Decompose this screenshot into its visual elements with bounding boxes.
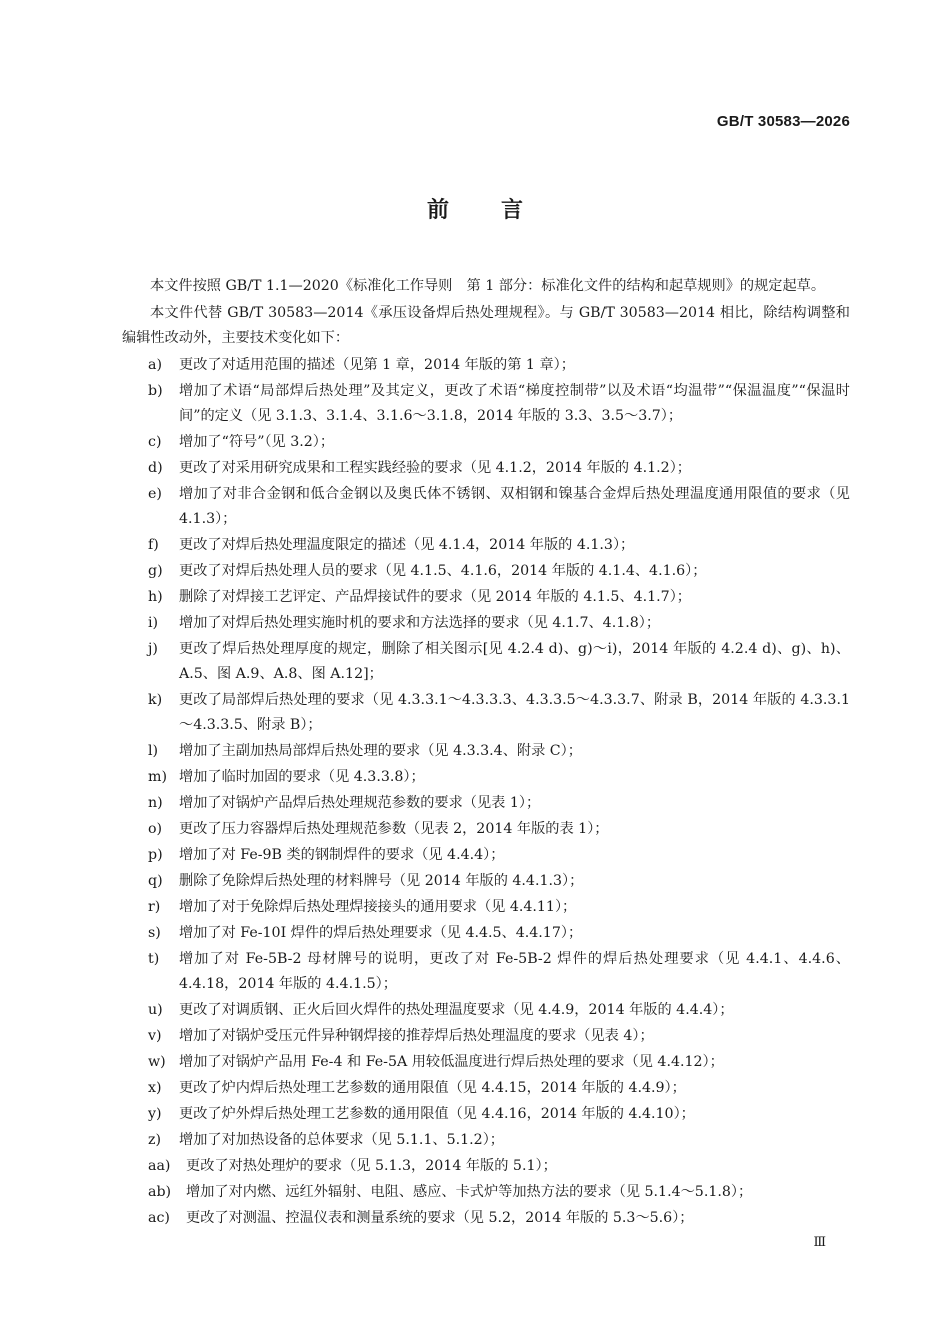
standard-code: GB/T 30583—2026: [716, 113, 850, 130]
change-item: [122, 688, 850, 738]
change-item-text: 更改了对测温、控温仪表和测量系统的要求（见 5.2，2014 年版的 5.3～5.6）；: [186, 1210, 694, 1226]
change-item-label: h): [148, 589, 163, 605]
change-item-label: z): [148, 1132, 162, 1148]
change-item: [122, 739, 850, 764]
change-item: [122, 1206, 850, 1231]
change-item-text: 增加了对锅炉受压元件异种钢焊接的推荐焊后热处理温度的要求（见表 4）；: [179, 1028, 654, 1044]
change-item-label: ab): [148, 1184, 172, 1200]
intro-paragraph-1: 本文件按照 GB/T 1.1—2020《标准化工作导则 第 1 部分：标准化文件的结构和起草规则》的规定起草。: [150, 278, 826, 294]
change-item-label: g): [148, 563, 163, 579]
change-item-text: 增加了“符号”（见 3.2）；: [179, 434, 335, 450]
change-item: [122, 1024, 850, 1049]
change-item-label: k): [148, 692, 163, 708]
change-item: [122, 585, 850, 610]
change-item-label: n): [148, 795, 163, 811]
change-item-text: 增加了对内燃、远红外辐射、电阻、感应、卡式炉等加热方法的要求（见 5.1.4～5.1.8）；: [186, 1184, 753, 1200]
change-item-label: e): [148, 486, 162, 502]
change-item-text: 更改了对调质钢、正火后回火焊件的热处理温度要求（见 4.4.9，2014 年版的 4.4.4）；: [179, 1002, 734, 1018]
change-item: [122, 1050, 850, 1075]
change-item: [122, 482, 850, 532]
foreword-body: [122, 274, 850, 1232]
change-item-label: b): [148, 383, 163, 399]
change-item: [122, 1076, 850, 1101]
change-item-text: 更改了对采用研究成果和工程实践经验的要求（见 4.1.2，2014 年版的 4.1.2）；: [179, 460, 691, 476]
page-number: Ⅲ: [813, 1235, 826, 1250]
change-item: [122, 998, 850, 1023]
change-item: [122, 430, 850, 455]
change-item-text: 增加了对于免除焊后热处理焊接接头的通用要求（见 4.4.11）；: [179, 899, 577, 915]
change-item-label: m): [148, 769, 167, 785]
change-item-text: 更改了炉内焊后热处理工艺参数的通用限值（见 4.4.15，2014 年版的 4.4.9）；: [179, 1080, 686, 1096]
change-item: [122, 637, 850, 687]
change-item-label: d): [148, 460, 163, 476]
change-item-label: ac): [148, 1210, 170, 1226]
title-char-2: 言: [501, 197, 524, 223]
change-item-text: 增加了主副加热局部焊后热处理的要求（见 4.3.3.4、附录 C）；: [179, 743, 582, 759]
change-item: [122, 791, 850, 816]
change-item-text: 更改了对焊后热处理人员的要求（见 4.1.5、4.1.6，2014 年版的 4.1.4、4.1.6）；: [179, 563, 707, 579]
change-item-text: 更改了局部焊后热处理的要求（见 4.3.3.1～4.3.3.3、4.3.3.5～4.3.3.7、附录 B，2014 年版的 4.3.3.1～4.3.3.5、附录 B）；: [179, 692, 850, 733]
change-item-label: q): [148, 873, 163, 889]
change-item-label: i): [148, 615, 159, 631]
change-item: [122, 533, 850, 558]
change-item: [122, 353, 850, 378]
change-item-text: 更改了压力容器焊后热处理规范参数（见表 2，2014 年版的表 1）；: [179, 821, 609, 837]
change-item-text: 更改了焊后热处理厚度的规定，删除了相关图示[见 4.2.4 d)、g)～i)，2014 年版的 4.2.4 d)、g)、h)、A.5、图 A.9、A.8、图 A.12]；: [179, 641, 850, 682]
change-item-label: o): [148, 821, 163, 837]
change-item-label: j): [148, 641, 158, 657]
change-item: [122, 611, 850, 636]
page-title: [0, 193, 950, 224]
change-item-text: 更改了对焊后热处理温度限定的描述（见 4.1.4，2014 年版的 4.1.3）；: [179, 537, 635, 553]
intro-paragraph-2: 本文件代替 GB/T 30583—2014《承压设备焊后热处理规程》。与 GB/T 30583—2014 相比，除结构调整和编辑性改动外，主要技术变化如下：: [122, 305, 850, 346]
change-item-text: 增加了对 Fe-10I 焊件的焊后热处理要求（见 4.4.5、4.4.17）；: [179, 925, 583, 941]
change-item: [122, 765, 850, 790]
change-item-label: p): [148, 847, 163, 863]
change-item: [122, 1180, 850, 1205]
change-item-label: s): [148, 925, 161, 941]
change-item: [122, 1128, 850, 1153]
change-item-text: 删除了免除焊后热处理的材料牌号（见 2014 年版的 4.4.1.3）；: [179, 873, 584, 889]
change-item: [122, 379, 850, 429]
change-item-label: a): [148, 357, 162, 373]
change-item-text: 更改了对适用范围的描述（见第 1 章，2014 年版的第 1 章）；: [179, 357, 575, 373]
change-item-label: w): [148, 1054, 166, 1070]
change-item: [122, 456, 850, 481]
change-item-text: 更改了对热处理炉的要求（见 5.1.3，2014 年版的 5.1）；: [186, 1158, 557, 1174]
change-item-text: 增加了对锅炉产品用 Fe-4 和 Fe-5A 用较低温度进行焊后热处理的要求（见 4.4.12）；: [179, 1054, 724, 1070]
change-item-label: u): [148, 1002, 163, 1018]
change-item-label: l): [148, 743, 159, 759]
change-item: [122, 947, 850, 997]
change-item-label: y): [148, 1106, 162, 1122]
change-item-text: 增加了临时加固的要求（见 4.3.3.8）；: [179, 769, 425, 785]
change-item-text: 增加了对锅炉产品焊后热处理规范参数的要求（见表 1）；: [179, 795, 541, 811]
change-item-label: c): [148, 434, 162, 450]
change-item: [122, 1154, 850, 1179]
change-item-label: t): [148, 951, 160, 967]
change-item-text: 增加了对焊后热处理实施时机的要求和方法选择的要求（见 4.1.7、4.1.8）；: [179, 615, 661, 631]
change-item: [122, 843, 850, 868]
change-item: [122, 817, 850, 842]
change-item: [122, 895, 850, 920]
change-item: [122, 559, 850, 584]
change-item: [122, 869, 850, 894]
change-list: [122, 353, 850, 1231]
change-item: [122, 921, 850, 946]
change-item-text: 更改了炉外焊后热处理工艺参数的通用限值（见 4.4.16，2014 年版的 4.4.10）；: [179, 1106, 695, 1122]
title-char-1: 前: [427, 197, 450, 223]
change-item-label: f): [148, 537, 159, 553]
change-item-label: x): [148, 1080, 162, 1096]
change-item-text: 增加了术语“局部焊后热处理”及其定义，更改了术语“梯度控制带”以及术语“均温带”“保温温度”“保温时间”的定义（见 3.1.3、3.1.4、3.1.6～3.1.8，2014 年版的 3.3、3.5～3.7）；: [179, 383, 850, 424]
change-item: [122, 1102, 850, 1127]
change-item-label: v): [148, 1028, 162, 1044]
change-item-text: 增加了对非合金钢和低合金钢以及奥氏体不锈钢、双相钢和镍基合金焊后热处理温度通用限值的要求（见 4.1.3）；: [179, 486, 850, 527]
change-item-text: 增加了对 Fe-5B-2 母材牌号的说明，更改了对 Fe-5B-2 焊件的焊后热处理要求（见 4.4.1、4.4.6、4.4.18，2014 年版的 4.4.1.5）；: [179, 951, 850, 992]
change-item-text: 增加了对 Fe-9B 类的钢制焊件的要求（见 4.4.4）；: [179, 847, 505, 863]
change-item-text: 删除了对焊接工艺评定、产品焊接试件的要求（见 2014 年版的 4.1.5、4.1.7）；: [179, 589, 691, 605]
change-item-label: r): [148, 899, 161, 915]
change-item-label: aa): [148, 1158, 171, 1174]
change-item-text: 增加了对加热设备的总体要求（见 5.1.1、5.1.2）；: [179, 1132, 504, 1148]
